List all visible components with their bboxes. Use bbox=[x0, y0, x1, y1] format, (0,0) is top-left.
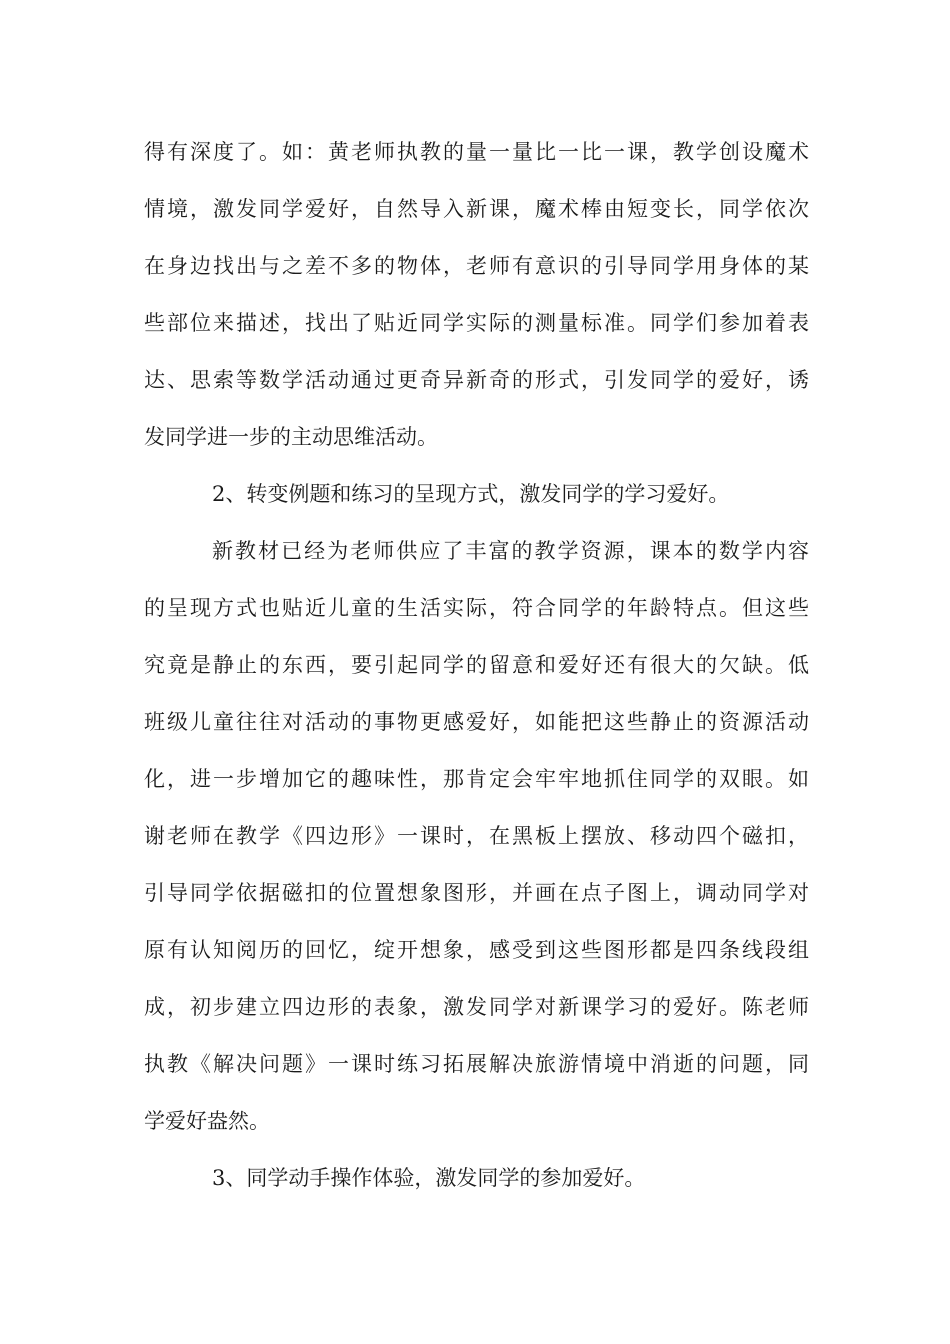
text-line: 学爱好盎然。 bbox=[144, 1109, 270, 1133]
text-line: 究竟是静止的东西，要引起同学的留意和爱好还有很大的欠缺。低 bbox=[144, 653, 809, 677]
text-line: 情境，激发同学爱好，自然导入新课，魔术棒由短变长，同学依次 bbox=[144, 197, 809, 221]
text-line: 的呈现方式也贴近儿童的生活实际，符合同学的年龄特点。但这些 bbox=[144, 596, 809, 620]
text-line: 得有深度了。如：黄老师执教的量一量比一比一课，教学创设魔术 bbox=[144, 140, 809, 164]
text-line: 在身边找出与之差不多的物体，老师有意识的引导同学用身体的某 bbox=[144, 254, 809, 278]
section-heading: 3、同学动手操作体验，激发同学的参加爱好。 bbox=[212, 1166, 646, 1190]
text-line: 成，初步建立四边形的表象，激发同学对新课学习的爱好。陈老师 bbox=[144, 995, 809, 1019]
text-line: 发同学进一步的主动思维活动。 bbox=[144, 425, 438, 449]
body-text bbox=[144, 124, 809, 1207]
text-line: 新教材已经为老师供应了丰富的教学资源，课本的数学内容 bbox=[212, 539, 809, 563]
text-line: 执教《解决问题》一课时练习拓展解决旅游情境中消逝的问题，同 bbox=[144, 1052, 809, 1076]
text-line: 谢老师在教学《四边形》一课时，在黑板上摆放、移动四个磁扣， bbox=[144, 824, 809, 848]
text-line: 班级儿童往往对活动的事物更感爱好，如能把这些静止的资源活动 bbox=[144, 710, 809, 734]
text-line: 原有认知阅历的回忆，绽开想象，感受到这些图形都是四条线段组 bbox=[144, 938, 809, 962]
text-line: 引导同学依据磁扣的位置想象图形，并画在点子图上，调动同学对 bbox=[144, 881, 809, 905]
text-line: 化，进一步增加它的趣味性，那肯定会牢牢地抓住同学的双眼。如 bbox=[144, 767, 809, 791]
section-heading: 2、转变例题和练习的呈现方式，激发同学的学习爱好。 bbox=[212, 482, 730, 506]
text-line: 达、思索等数学活动通过更奇异新奇的形式，引发同学的爱好，诱 bbox=[144, 368, 809, 392]
text-line: 些部位来描述，找出了贴近同学实际的测量标准。同学们参加着表 bbox=[144, 311, 809, 335]
